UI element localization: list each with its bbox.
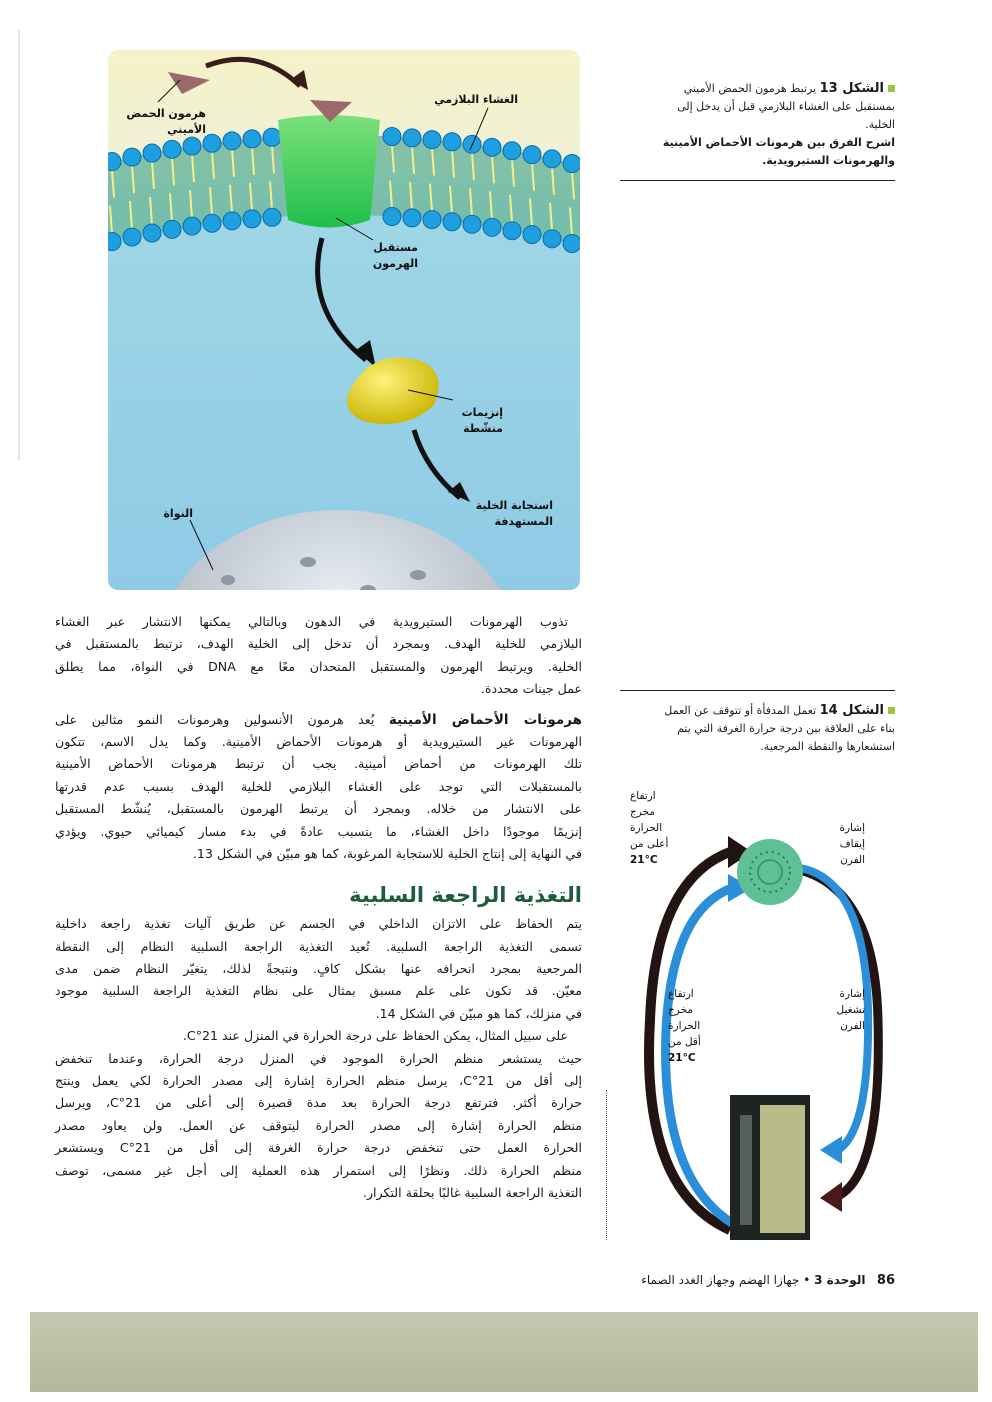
text-line: التغذية الراجعة السلبية غالبًا بحلقة التكرار.: [362, 1184, 582, 1200]
label-line: أعلى من: [630, 838, 669, 850]
section-heading: التغذية الراجعة السلبية: [349, 883, 582, 908]
phospholipid-head: [108, 233, 121, 251]
label-line: مخرج: [668, 1004, 693, 1016]
phospholipid-head: [183, 217, 201, 235]
caption-line: [620, 80, 895, 98]
phospholipid-head: [383, 128, 401, 146]
label-line: أقل من: [668, 1036, 701, 1048]
phospholipid-head: [223, 132, 241, 150]
caption-text: يرتبط هرمون الحمض الأميني: [683, 82, 817, 95]
phospholipid-head: [503, 142, 521, 160]
label-line: ارتفاع: [668, 988, 694, 1000]
text-line: [55, 709, 582, 731]
label-line: الفرن: [840, 854, 865, 866]
page-number: 86: [876, 1273, 895, 1288]
phospholipid-head: [243, 210, 261, 228]
label-line: هرمون الحمض: [126, 107, 206, 120]
text-line: معيّن. قد تكون على علم مسبق بمثال على نظام التغذية الراجعة السلبية موجود: [55, 983, 582, 999]
phospholipid-head: [383, 208, 401, 226]
label-line: 21°C: [668, 1052, 696, 1064]
phospholipid-head: [163, 220, 181, 238]
label-line: الأميني: [167, 123, 206, 136]
scan-bottom-band: [30, 1312, 978, 1392]
phospholipid-head: [143, 144, 161, 162]
phospholipid-head: [483, 218, 501, 236]
text-span: يُعد هرمون الأنسولين وهرمونات النمو مثالين على: [55, 711, 389, 727]
text-line: الخلية. ويرتبط الهرمون والمستقبل المتحدان معًا مع DNA في النواة، مما يطلق: [55, 658, 582, 674]
phospholipid-head: [523, 146, 541, 164]
label-line: إيقاف: [839, 838, 865, 850]
caption-text: الخلية.: [865, 118, 895, 131]
caption-text: بناء على العلاقة بين درجة حرارة الغرفة التي يتم: [677, 722, 895, 735]
page-footer: [560, 1273, 895, 1288]
text-line: الحرارة العمل حتى تنخفض درجة حرارة الغرفة إلى أقل من 21°C ويستشعر: [55, 1140, 582, 1156]
label-activated-enzymes: [448, 405, 503, 437]
label-target-cell-response: [463, 498, 553, 530]
phospholipid-head: [403, 209, 421, 227]
chapter-title: جهازا الهضم وجهاز الغدد الصماء: [641, 1273, 800, 1287]
label-furnace-on: [820, 986, 865, 1034]
phospholipid-head: [263, 208, 281, 226]
text-line: تذوب الهرمونات الستيرويدية في الدهون وبالتالي يمكنها الانتشار عبر الغشاء: [55, 614, 568, 629]
label-line: المستهدفة: [494, 515, 553, 528]
text-line: يتم الحفاظ على الاتزان الداخلي في الجسم عن طريق آليات تغذية راجعة داخلية: [55, 916, 582, 932]
text-line: منظم الحرارة إشارة إلى مصدر الحرارة ليتوقف عن العمل. ولن يعاود مصدر: [55, 1117, 582, 1133]
label-amino-acid-hormone: [116, 106, 206, 138]
figure-13-caption: [620, 80, 895, 170]
label-plasma-membrane: الغشاء البلازمي: [434, 93, 518, 106]
label-line: مخرج: [630, 806, 655, 818]
caption-text: تعمل المدفأة أو تتوقف عن العمل: [664, 704, 817, 717]
figure-13-hormone-diagram: [108, 50, 580, 590]
label-line: إشارة: [839, 988, 865, 1000]
text-line: المرجعية بمجرد انحرافه عنها بشكل كافٍ. ونتيجةً لذلك، يتغيّر النظام ضمن مدى: [55, 961, 582, 977]
text-line: إنزيمًا موجودًا داخل الغشاء، ما يتسبب عادةً في بدء مسار كيميائي حيوي. ويؤدي: [55, 823, 582, 839]
phospholipid-head: [503, 222, 521, 240]
phospholipid-head: [203, 214, 221, 232]
text-line: بالمستقبلات التي توجد على الغشاء البلازمي للخلية الهدف بسبب عدم قدرتها: [55, 778, 582, 794]
figure-number: الشكل 14: [819, 703, 884, 718]
caption-question: اشرح الفرق بين هرمونات الأحماض الأمينية: [662, 136, 895, 149]
divider: [620, 690, 895, 691]
text-line: على الانتشار من خلاله. وبمجرد أن يرتبط الهرمون بالمستقبل، يُنشّط المستقبل: [55, 801, 582, 817]
text-line: الهرمونات غير الستيرويدية أو هرمونات الأحماض الأمينية. وكما يدل الاسم، تتكون: [55, 733, 582, 749]
label-heat-output-below: [668, 986, 718, 1066]
paragraph-thermostat-example: [55, 1025, 582, 1204]
label-line: ارتفاع: [630, 790, 656, 802]
phospholipid-head: [443, 213, 461, 231]
phospholipid-head: [163, 140, 181, 158]
phospholipid-head: [123, 228, 141, 246]
phospholipid-head: [443, 133, 461, 151]
phospholipid-head: [563, 154, 580, 172]
text-line: في منزلك، كما هو مبيّن في الشكل 14.: [375, 1005, 582, 1021]
thermostat: [737, 839, 803, 905]
divider: [620, 180, 895, 181]
text-line: تسمى التغذية الراجعة السلبية. تُعيد التغذية الراجعة السلبية النظام إلى النقطة: [55, 938, 582, 954]
label-line: إشارة: [839, 822, 865, 834]
label-line: الهرمون: [372, 257, 418, 270]
paragraph-steroid-hormones: [55, 611, 582, 701]
label-hormone-receptor: [358, 240, 418, 272]
label-line: الفرن: [840, 1020, 865, 1032]
phospholipid-head: [403, 129, 421, 147]
label-line: الحرارة: [630, 822, 663, 834]
phospholipid-head: [423, 211, 441, 229]
phospholipid-head: [223, 212, 241, 230]
text-line: حيث يستشعر منظم الحرارة الموجود في المنزل درجة الحرارة، وعندما تنخفض: [55, 1050, 582, 1066]
paragraph-amino-acid-hormones: [55, 709, 582, 866]
phospholipid-head: [483, 138, 501, 156]
label-furnace-off: [820, 820, 865, 868]
label-line: إنزيمات: [461, 406, 503, 419]
caption-bullet-icon: [888, 85, 895, 92]
caption-text: بمستقبل على الغشاء البلازمي قبل أن يدخل إلى: [677, 100, 895, 113]
text-line: تلك الهرمونات من أحماض أمينية. يجب أن ترتبط هرمونات الأحماض الأمينية: [55, 756, 582, 772]
paragraph-lead: هرمونات الأحماض الأمينية: [388, 711, 582, 728]
caption-question: والهرمونات الستيرويدية.: [762, 154, 895, 167]
figure-number: الشكل 13: [819, 81, 884, 96]
unit-label: الوحدة 3: [814, 1273, 866, 1287]
phospholipid-head: [523, 226, 541, 244]
text-line: إلى أقل من 21°C، يرسل منظم الحرارة إشارة إلى مصدر الحرارة لكي يعمل وينتج: [55, 1073, 582, 1089]
phospholipid-head: [108, 153, 121, 171]
column-divider: [606, 1090, 607, 1240]
phospholipid-head: [243, 130, 261, 148]
phospholipid-head: [463, 215, 481, 233]
text-line: البلازمي للخلية الهدف. وبمجرد أن تدخل إلى الخلية الهدف، ترتبط بالمستقبل في: [55, 636, 582, 652]
paragraph-negative-feedback: [55, 913, 582, 1025]
label-line: الحرارة: [668, 1020, 701, 1032]
text-line: في النهاية إلى إنتاج الخلية للاستجابة المرغوبة، كما هو مبيّن في الشكل 13.: [192, 845, 582, 861]
label-line: 21°C: [630, 854, 658, 866]
phospholipid-head: [263, 128, 281, 146]
label-line: مستقبل: [373, 241, 418, 254]
label-heat-output-above: [630, 788, 690, 868]
phospholipid-head: [183, 137, 201, 155]
hormone-receptor: [278, 115, 380, 228]
label-nucleus: النواة: [163, 507, 193, 520]
bullet-separator: •: [803, 1273, 811, 1287]
caption-bullet-icon: [888, 707, 895, 714]
body-text: [55, 611, 582, 1204]
text-line: على سبيل المثال، يمكن الحفاظ على درجة الحرارة في المنزل عند 21°C.: [182, 1028, 568, 1044]
label-line: استجابة الخلية: [475, 499, 553, 512]
figure-14-thermostat-diagram: [620, 770, 895, 1250]
figure-14-caption: [620, 702, 895, 756]
phospholipid-head: [543, 150, 561, 168]
phospholipid-head: [543, 230, 561, 248]
text-line: منظم الحرارة ذلك. ونظرًا إلى استمرار هذه العملية إلى أجل غير مسمى، توصف: [55, 1162, 582, 1178]
phospholipid-head: [423, 131, 441, 149]
caption-text: استشعارها والنقطة المرجعية.: [760, 740, 895, 753]
scan-edge: [18, 30, 20, 460]
phospholipid-head: [563, 234, 580, 252]
label-line: تشغيل: [836, 1004, 865, 1016]
text-line: عمل جينات محددة.: [480, 681, 582, 697]
phospholipid-head: [143, 224, 161, 242]
text-line: حرارة أكثر. فترتفع درجة الحرارة بعد مدة قصيرة إلى أعلى من 21°C، ويرسل: [55, 1095, 583, 1111]
phospholipid-head: [123, 148, 141, 166]
label-line: منشّطة: [463, 422, 503, 435]
